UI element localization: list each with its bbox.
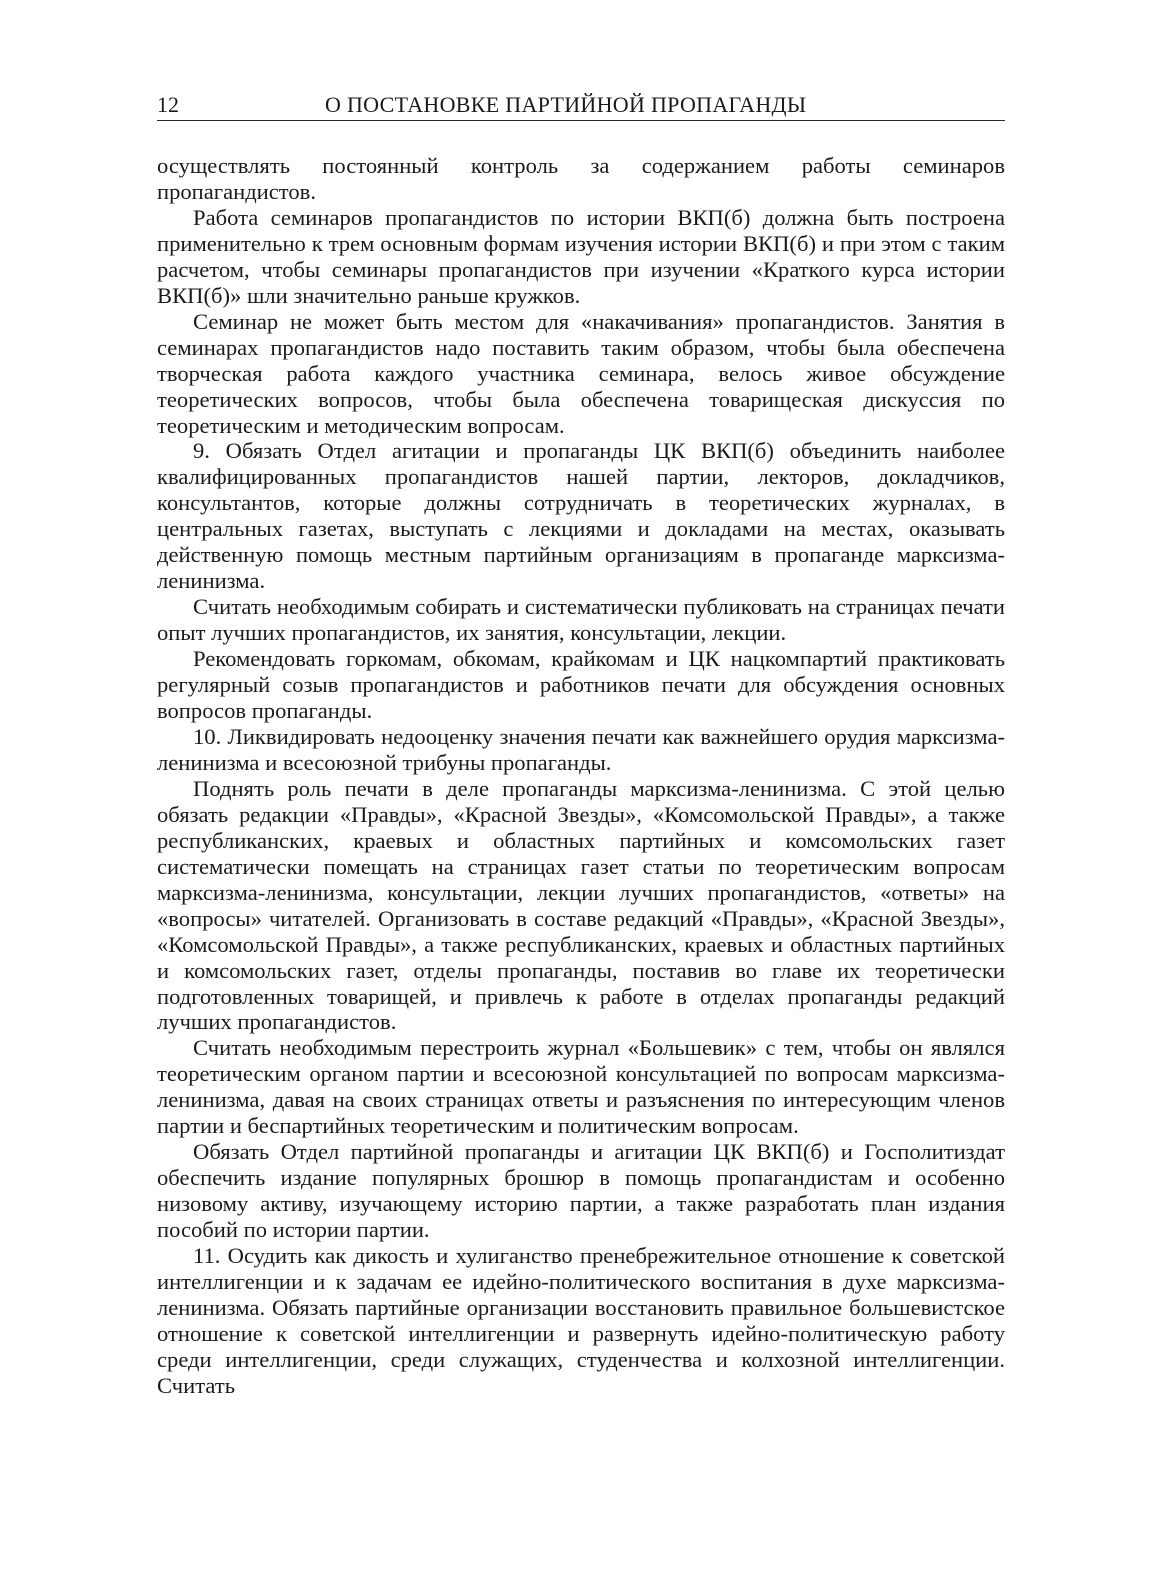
paragraph-item-9: 9. Обязать Отдел агитации и пропаганды ЦК ВКП(б) объединить наиболее квалифицированных пропагандистов нашей партии, лекторов, докладчиков, консультантов, которые должны сотрудничать в теоретических журналах, в центральных газетах, выступать с лекциями и докладами на местах, оказывать действенную помощь местным партийным организациям в пропаганде марксизма-ленинизма.	[157, 438, 1005, 594]
paragraph-seminar-work: Работа семинаров пропагандистов по истории ВКП(б) должна быть построена применительно к трем основным формам изучения истории ВКП(б) и при этом с таким расчетом, чтобы семинары пропагандистов при изучении «Краткого курса истории ВКП(б)» шли значительно раньше кружков.	[157, 204, 1005, 308]
paragraph-continuation: осуществлять постоянный контроль за содержанием работы семинаров пропагандистов.	[157, 153, 1005, 204]
paragraph-item-10: 10. Ликвидировать недооценку значения печати как важнейшего орудия марксизма-ленинизма и всесоюзной трибуны пропаганды.	[157, 723, 1005, 775]
document-page	[157, 88, 1005, 1399]
running-header	[157, 88, 1005, 121]
paragraph-recommend-gorkoms: Рекомендовать горкомам, обкомам, крайкомам и ЦК нацкомпартий практиковать регулярный созыв пропагандистов и работников печати для обсуждения основных вопросов пропаганды.	[157, 646, 1005, 724]
paragraph-bolshevik-journal: Считать необходимым перестроить журнал «Большевик» с тем, чтобы он являлся теоретическим органом партии и всесоюзной консультацией по вопросам марксизма-ленинизма, давая на своих страницах ответы и разъяснения по интересующим членов партии и беспартийных теоретическим и политическим вопросам.	[157, 1035, 1005, 1139]
running-title: О ПОСТАНОВКЕ ПАРТИЙНОЙ ПРОПАГАНДЫ	[325, 92, 807, 117]
paragraph-item-11: 11. Осудить как дикость и хулиганство пренебрежительное отношение к советской интеллигенции и к задачам ее идейно-политического воспитания в духе марксизма-ленинизма. Обязать партийные организации восстановить правильное большевистское отношение к советской интеллигенции и развернуть идейно-политическую работу среди интеллигенции, среди служащих, студенчества и колхозной интеллигенции. Считать	[157, 1243, 1005, 1398]
paragraph-gospolitizdat: Обязать Отдел партийной пропаганды и агитации ЦК ВКП(б) и Госполитиздат обеспечить издание популярных брошюр в помощь пропагандистам и особенно низовому активу, изучающему историю партии, а также разработать план издания пособий по истории партии.	[157, 1139, 1005, 1243]
paragraph-publish-experience: Считать необходимым собирать и систематически публиковать на страницах печати опыт лучших пропагандистов, их занятия, консультации, лекции.	[157, 594, 1005, 646]
page-number: 12	[157, 92, 179, 117]
paragraph-seminar-not-place: Семинар не может быть местом для «накачивания» пропагандистов. Занятия в семинарах пропагандистов надо поставить таким образом, чтобы была обеспечена творческая работа каждого участника семинара, велось живое обсуждение теоретических вопросов, чтобы была обеспечена товарищеская дискуссия по теоретическим и методическим вопросам.	[157, 308, 1005, 438]
body-text	[157, 153, 1005, 1399]
paragraph-press-role: Поднять роль печати в деле пропаганды марксизма-ленинизма. С этой целью обязать редакции «Правды», «Красной Звезды», «Комсомольской Правды», а также республиканских, краевых и областных партийных и комсомольских газет систематически помещать на страницах газет статьи по теоретическим вопросам марксизма-ленинизма, консультации, лекции лучших пропагандистов, «ответы» на «вопросы» читателей. Организовать в составе редакций «Правды», «Красной Звезды», «Комсомольской Правды», а также республиканских, краевых и областных партийных и комсомольских газет, отделы пропаганды, поставив во главе их теоретически подготовленных товарищей, и привлечь к работе в отделах пропаганды редакций лучших пропагандистов.	[157, 775, 1005, 1035]
